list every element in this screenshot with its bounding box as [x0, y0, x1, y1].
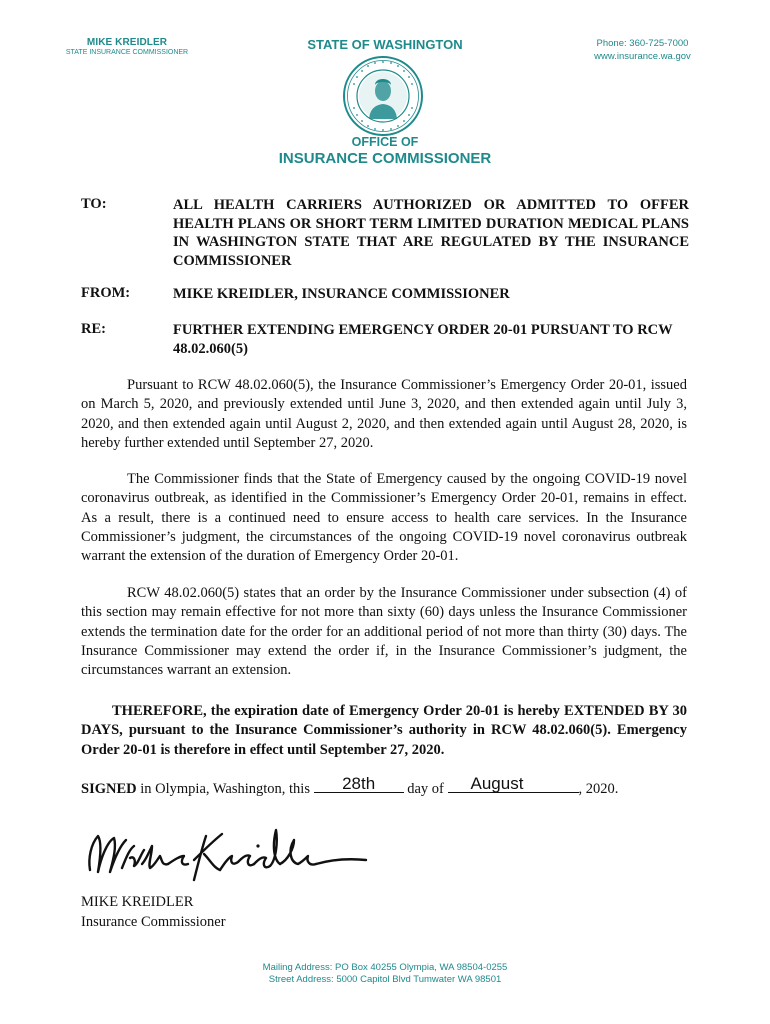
header-state: STATE OF WASHINGTON — [307, 37, 463, 52]
signed-text-location: in Olympia, Washington, this — [136, 781, 314, 797]
month-value: August — [470, 774, 524, 793]
signer-block — [81, 893, 226, 932]
office-title-line2: INSURANCE COMMISSIONER — [278, 150, 492, 167]
office-title-line1: OFFICE OF — [351, 135, 419, 149]
header-commissioner-name: MIKE KREIDLER — [86, 37, 168, 48]
footer-addresses — [160, 962, 610, 986]
from-value: MIKE KREIDLER, INSURANCE COMMISSIONER — [173, 286, 510, 302]
signed-line — [81, 774, 687, 798]
header-phone: Phone: 360-725-7000 — [596, 38, 689, 49]
paragraph-extension-history: Pursuant to RCW 48.02.060(5), the Insurance Commissioner’s Emergency Order 20-01, issued on March 5, 2020, and previously extended until June 3, 2020, and then extended again until July 3, 2020, and then extended again until August 2, 2020, and then extended again until August 28, 2020, is hereby further extended until September 27, 2020. — [81, 377, 687, 451]
signed-text-dayof: day of — [403, 781, 448, 797]
re-label: RE: — [81, 321, 106, 337]
paragraph-therefore: THEREFORE, the expiration date of Emergency Order 20-01 is hereby EXTENDED BY 30 DAYS, pursuant to the Insurance Commissioner’s authority in RCW 48.02.060(5). Emergency Order 20-01 is therefore in effect until September 27, 2020. — [81, 703, 687, 758]
header-commissioner-title: STATE INSURANCE COMMISSIONER — [65, 49, 189, 56]
contact-info — [585, 37, 700, 63]
header-website: www.insurance.wa.gov — [594, 51, 691, 62]
state-seal-icon — [342, 55, 424, 137]
footer-street-address: Street Address: 5000 Capitol Blvd Tumwater WA 98501 — [268, 974, 502, 985]
office-title — [235, 135, 535, 167]
signed-text-year: , 2020. — [578, 781, 619, 797]
handwritten-signature — [82, 820, 372, 890]
paragraph-findings: The Commissioner finds that the State of Emergency caused by the ongoing COVID-19 novel coronavirus outbreak, as identified in the Commissioner’s Emergency Order 20-01, remains in effect. As a result, there is a continued need to ensure access to health care services. In the Insurance Commissioner’s judgment, the circumstances of the ongoing COVID-19 novel coronavirus outbreak warrant the extension of the duration of Emergency Order 20-01. — [81, 471, 687, 565]
to-value: ALL HEALTH CARRIERS AUTHORIZED OR ADMITTED TO OFFER HEALTH PLANS OR SHORT TERM LIMITED DURATION MEDICAL PLANS IN WASHINGTON STATE THAT ARE REGULATED BY THE INSURANCE COMMISSIONER — [173, 197, 689, 269]
to-label: TO: — [81, 196, 107, 212]
signer-name: MIKE KREIDLER — [81, 894, 194, 910]
signed-label: SIGNED — [81, 781, 137, 797]
paragraph-statute: RCW 48.02.060(5) states that an order by the Insurance Commissioner under subsection (4) of this section may remain effective for not more than sixty (60) days unless the Insurance Commissioner extends the termination date for the order for an additional period of not more than thirty (30) days. The Insurance Commissioner may extend the order if, in the Insurance Commissioner’s judgment, the circumstances warrant an extension. — [81, 585, 687, 679]
re-value: FURTHER EXTENDING EMERGENCY ORDER 20-01 PURSUANT TO RCW 48.02.060(5) — [173, 322, 673, 357]
footer-mailing-address: Mailing Address: PO Box 40255 Olympia, WA 98504-0255 — [262, 962, 508, 973]
day-value: 28th — [342, 774, 376, 793]
day-field — [314, 774, 404, 793]
signer-title: Insurance Commissioner — [81, 913, 226, 930]
commissioner-header — [57, 37, 197, 56]
month-field — [448, 774, 579, 793]
from-label: FROM: — [81, 285, 131, 301]
